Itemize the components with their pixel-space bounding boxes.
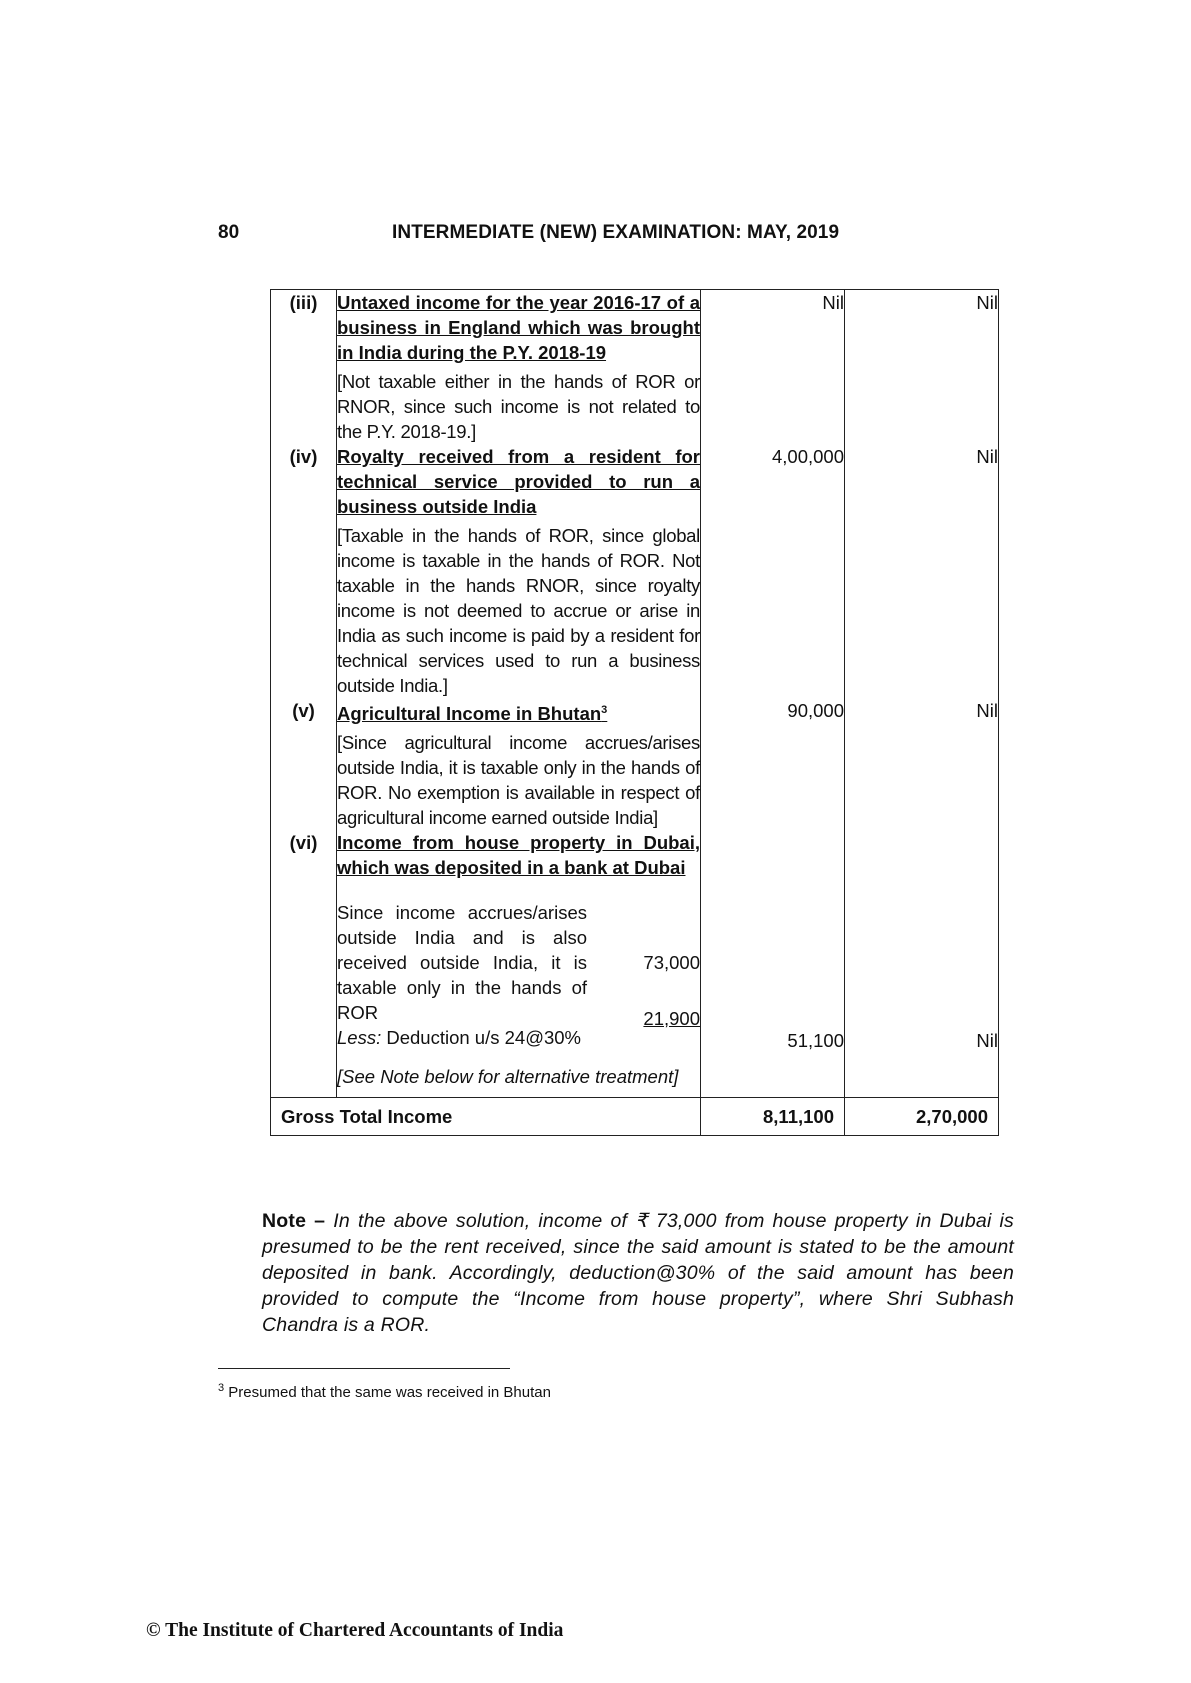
ror-amount: 90,000 xyxy=(701,698,845,830)
row-number: (vi) xyxy=(271,830,337,1098)
rent-amount: 73,000 xyxy=(643,952,700,974)
sub-computation xyxy=(337,900,700,1050)
table-row xyxy=(271,444,999,698)
table-row xyxy=(271,290,999,445)
row-heading: Income from house property in Dubai, which was deposited in a bank at Dubai xyxy=(337,832,700,879)
ror-amount: 4,00,000 xyxy=(701,444,845,698)
row-number: (iv) xyxy=(271,444,337,698)
row-explanation: [Taxable in the hands of ROR, since global income is taxable in the hands of ROR. Not taxable in the hands RNOR, since royalty income is not deemed to accrue or arise in India as such income is paid by a resident for technical services used to run a business outside India.] xyxy=(337,525,700,696)
page-header-title: INTERMEDIATE (NEW) EXAMINATION: MAY, 2019 xyxy=(392,222,840,243)
row-description xyxy=(337,444,701,698)
income-table xyxy=(270,289,999,1136)
less-label: Less: xyxy=(337,1027,382,1049)
row-number: (iii) xyxy=(271,290,337,445)
table-row xyxy=(271,698,999,830)
less-deduction xyxy=(337,1025,587,1050)
alternative-note: [See Note below for alternative treatment] xyxy=(337,1066,679,1088)
rnor-amount: Nil xyxy=(845,698,999,830)
row-description xyxy=(337,830,701,1098)
copyright-footer: © The Institute of Chartered Accountants of India xyxy=(146,1620,564,1641)
total-row xyxy=(271,1098,999,1136)
note-text: In the above solution, income of ₹ 73,000 from house property in Dubai is presumed to be the rent received, since the said amount is stated to be the amount deposited in bank. Accordingly, deduction@30% of the said amount has been provided to compute the “Income from house property”, where Shri Subhash Chandra is a ROR. xyxy=(262,1210,1014,1336)
deduction-amount: 21,900 xyxy=(643,1008,700,1030)
row-explanation: [Not taxable either in the hands of ROR or RNOR, since such income is not related to the P.Y. 2018-19.] xyxy=(337,371,700,442)
row-heading: Royalty received from a resident for technical service provided to run a business outside India xyxy=(337,446,700,517)
row-number: (v) xyxy=(271,698,337,830)
sub-explanation: Since income accrues/arises outside India and is also received outside India, it is taxable only in the hands of ROR xyxy=(337,902,587,1024)
table-row xyxy=(271,830,999,1098)
total-ror: 8,11,100 xyxy=(701,1098,845,1136)
row-description xyxy=(337,290,701,445)
ror-amount: 51,100 xyxy=(701,830,845,1098)
footnote-number: 3 xyxy=(218,1382,225,1394)
footnote-ref: 3 xyxy=(601,704,608,716)
footnote-divider xyxy=(218,1368,510,1369)
less-text: Deduction u/s 24@30% xyxy=(386,1027,582,1049)
page-number: 80 xyxy=(218,222,240,243)
total-label: Gross Total Income xyxy=(271,1098,701,1136)
row-explanation: [Since agricultural income accrues/arises outside India, it is taxable only in the hands of ROR. No exemption is available in respect of agricultural income earned outside India] xyxy=(337,732,700,829)
row-heading xyxy=(337,698,700,726)
row-heading-text: Agricultural Income in Bhutan xyxy=(337,703,602,725)
rnor-amount: Nil xyxy=(845,830,999,1098)
ror-amount: Nil xyxy=(701,290,845,445)
rnor-amount: Nil xyxy=(845,290,999,445)
total-rnor: 2,70,000 xyxy=(845,1098,999,1136)
row-description xyxy=(337,698,701,830)
footnote-text: Presumed that the same was received in Bhutan xyxy=(228,1384,551,1401)
note-label: Note – xyxy=(262,1210,326,1232)
row-heading: Untaxed income for the year 2016-17 of a business in England which was brought in India during the P.Y. 2018-19 xyxy=(337,292,700,363)
rnor-amount: Nil xyxy=(845,444,999,698)
note-paragraph xyxy=(262,1208,1014,1338)
footnote xyxy=(218,1382,551,1401)
